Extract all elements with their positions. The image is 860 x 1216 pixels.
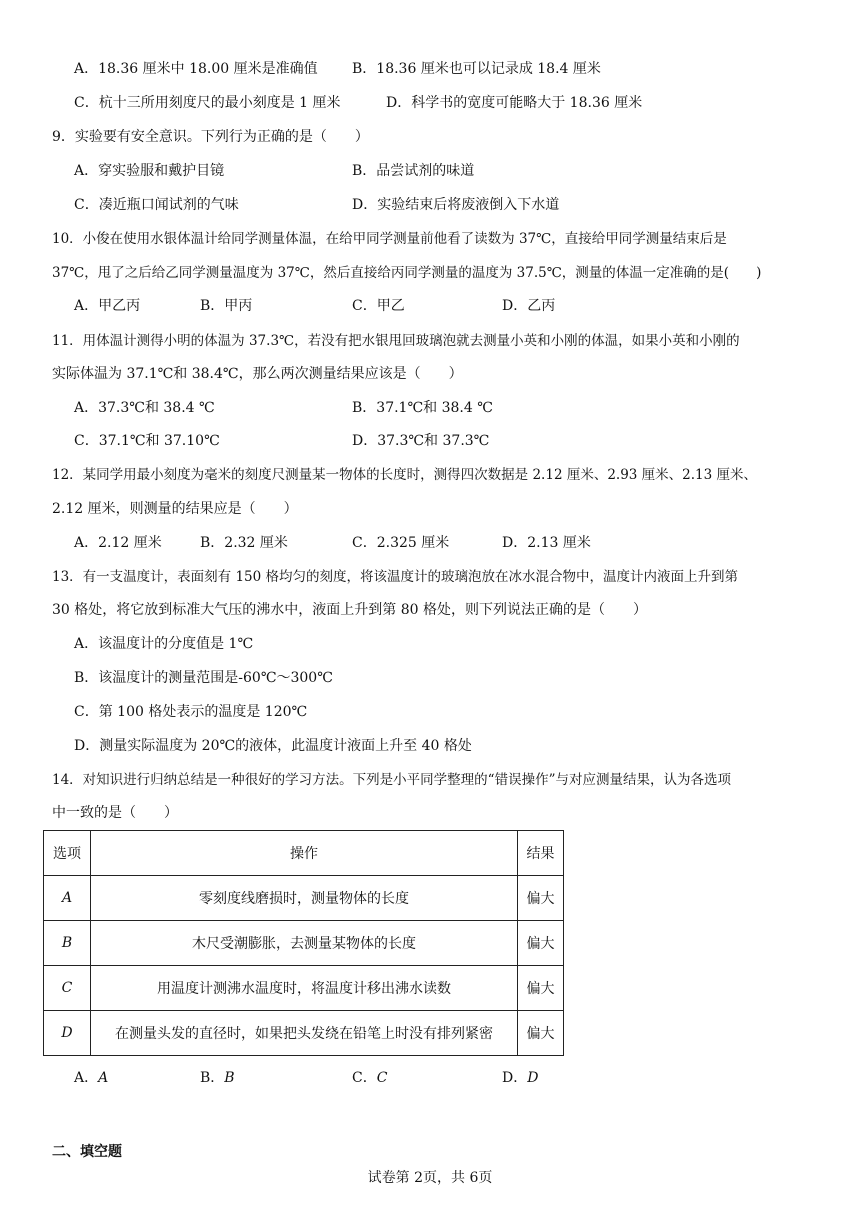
table-cell-operation: 木尺受潮膨胀，去测量某物体的长度 (91, 921, 518, 966)
q11-stem-line1: 11．用体温计测得小明的体温为 37.3℃，若没有把水银甩回玻璃泡就去测量小英和小刚的体温，如果小英和小刚的 (52, 333, 740, 349)
table-cell-result: 偏大 (518, 921, 564, 966)
q10-option-a: A．甲乙丙 (74, 298, 141, 314)
q9-option-a: A．穿实验服和戴护目镜 (74, 163, 225, 179)
table-cell-operation: 用温度计测沸水温度时，将温度计移出沸水读数 (91, 966, 518, 1011)
table-cell-option: D (44, 1011, 91, 1056)
table-cell-option: B (44, 921, 91, 966)
q11-option-a: A．37.3℃和 38.4 ℃ (74, 400, 215, 416)
q8-option-d: D．科学书的宽度可能略大于 18.36 厘米 (386, 95, 643, 111)
q12-stem-line2: 2.12 厘米，则测量的结果应是（ ） (52, 501, 298, 517)
q14-stem-line1: 14．对知识进行归纳总结是一种很好的学习方法。下列是小平同学整理的“错误操作”与对应测量结果，认为各选项 (52, 772, 731, 788)
q10-option-d: D．乙丙 (502, 298, 556, 314)
q14-option-d: D．D (502, 1070, 539, 1086)
table-header-result: 结果 (518, 831, 564, 876)
q9-option-c: C．凑近瓶口闻试剂的气味 (74, 197, 239, 213)
table-row (44, 966, 564, 1011)
q11-option-d: D．37.3℃和 37.3℃ (352, 433, 490, 449)
page-footer: 试卷第 2页，共 6页 (367, 1170, 493, 1186)
q14-stem-line2: 中一致的是（ ） (52, 805, 178, 821)
q14-option-c: C．C (352, 1070, 388, 1086)
q11-option-b: B．37.1℃和 38.4 ℃ (352, 400, 493, 416)
q12-option-a: A．2.12 厘米 (74, 535, 162, 551)
q13-stem-line2: 30 格处，将它放到标准大气压的沸水中，液面上升到第 80 格处，则下列说法正确的是（ ） (52, 602, 647, 618)
q14-option-a: A．A (74, 1070, 109, 1086)
table-cell-result: 偏大 (518, 966, 564, 1011)
q8-option-a: A．18.36 厘米中 18.00 厘米是准确值 (74, 61, 318, 77)
q11-option-c: C．37.1℃和 37.10℃ (74, 433, 220, 449)
q12-option-b: B．2.32 厘米 (200, 535, 288, 551)
table-header-row (44, 831, 564, 876)
table-row (44, 1011, 564, 1056)
q9-stem: 9．实验要有安全意识。下列行为正确的是（ ） (52, 129, 369, 145)
q12-stem-line1: 12．某同学用最小刻度为毫米的刻度尺测量某一物体的长度时，测得四次数据是 2.12 厘米、2.93 厘米、2.13 厘米、 (52, 467, 758, 483)
q14-table (43, 830, 564, 1056)
q8-option-c: C．杭十三所用刻度尺的最小刻度是 1 厘米 (74, 95, 341, 111)
q13-option-b: B．该温度计的测量范围是-60℃～300℃ (74, 670, 333, 686)
table-header-option: 选项 (44, 831, 91, 876)
q10-option-c: C．甲乙 (352, 298, 405, 314)
q13-option-a: A．该温度计的分度值是 1℃ (74, 636, 254, 652)
table-cell-option: C (44, 966, 91, 1011)
table-row (44, 876, 564, 921)
table-header-operation: 操作 (91, 831, 518, 876)
q8-option-b: B．18.36 厘米也可以记录成 18.4 厘米 (352, 61, 601, 77)
table-cell-result: 偏大 (518, 876, 564, 921)
q13-stem-line1: 13．有一支温度计，表面刻有 150 格均匀的刻度，将该温度计的玻璃泡放在冰水混合物中，温度计内液面上升到第 (52, 569, 739, 585)
q10-stem-line2: 37℃，甩了之后给乙同学测量温度为 37℃，然后直接给丙同学测量的温度为 37.5℃，测量的体温一定准确的是( ) (52, 265, 762, 281)
table-cell-option: A (44, 876, 91, 921)
q13-option-c: C．第 100 格处表示的温度是 120℃ (74, 704, 308, 720)
table-cell-result: 偏大 (518, 1011, 564, 1056)
q12-option-d: D．2.13 厘米 (502, 535, 591, 551)
q9-option-d: D．实验结束后将废液倒入下水道 (352, 197, 560, 213)
table-cell-operation: 在测量头发的直径时，如果把头发绕在铅笔上时没有排列紧密 (91, 1011, 518, 1056)
q13-option-d: D．测量实际温度为 20℃的液体，此温度计液面上升至 40 格处 (74, 738, 472, 754)
section-title: 二、填空题 (52, 1144, 122, 1160)
table-cell-operation: 零刻度线磨损时，测量物体的长度 (91, 876, 518, 921)
q11-stem-line2: 实际体温为 37.1℃和 38.4℃，那么两次测量结果应该是（ ） (52, 366, 463, 382)
q10-stem-line1: 10．小俊在使用水银体温计给同学测量体温，在给甲同学测量前他看了读数为 37℃，直接给甲同学测量结束后是 (52, 231, 727, 247)
q9-option-b: B．品尝试剂的味道 (352, 163, 475, 179)
q14-option-b: B．B (200, 1070, 235, 1086)
q10-option-b: B．甲丙 (200, 298, 253, 314)
q12-option-c: C．2.325 厘米 (352, 535, 450, 551)
table-row (44, 921, 564, 966)
